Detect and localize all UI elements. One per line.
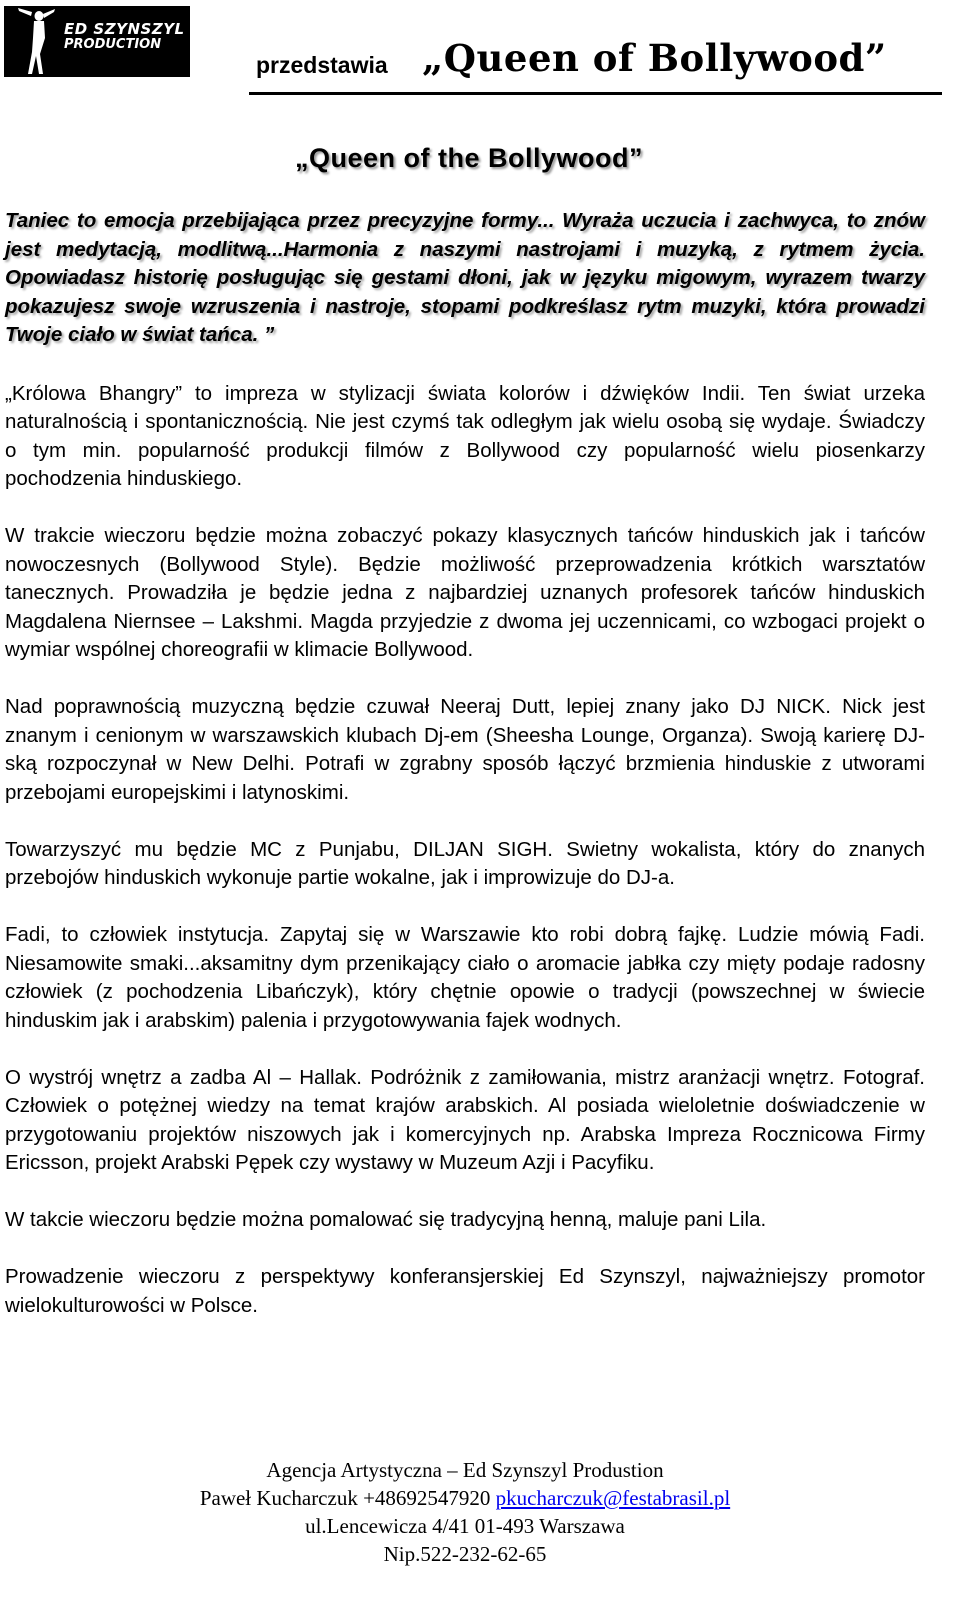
paragraph-dance-shows: W trakcie wieczoru będzie można zobaczyć pokazy klasycznych tańców hinduskich jak i tańców nowoczesnych (Bollywood Style). Będzie możliwość przeprowadzenia krótkich warsztatów tanecznych. Prowadziła je będzie jedna z najbardziej uznanych profesorek tańców hinduskich Magdalena Niernsee – Lakshmi. Magda przyjedzie z dwoma jej uczennicami, co wzbogaci projekt o wymiar wspólnej choreografii w klimacie Bollywood. — [5, 524, 925, 661]
paragraph-bhangra: „Królowa Bhangry” to impreza w stylizacji świata kolorów i dźwięków Indii. Ten świat urzeka naturalnością i spontanicznością. Nie jest czymś tak odległym jak wielu osobą się wydaje. Świadczy o tym min. popularność produkcji filmów z Bollywood czy popularność wielu piosenkarzy pochodzenia hinduskiego. — [5, 381, 925, 490]
logo-wordmark — [64, 22, 188, 52]
presents-label: przedstawia — [256, 52, 388, 78]
document-body — [5, 207, 925, 1349]
email-link[interactable]: pkucharczuk@festabrasil.pl — [495, 1486, 731, 1510]
address: ul.Lencewicza 4/41 01-493 Warszawa — [305, 1514, 625, 1538]
paragraph-fadi: Fadi, to człowiek instytucja. Zapytaj się w Warszawie kto robi dobrą fajkę. Ludzie mówią Fadi. Niesamowite smaki...aksamitny dym przenikający ciało o aromacie jabłka czy mięty podaje radosny człowiek (z pochodzenia Libańczyk), który chętnie opowie o tradycji (powszechnej w świecie hinduskim jak i arabskim) palenia i przygotowywania fajek wodnych. — [5, 923, 925, 1032]
header-divider — [249, 92, 942, 95]
contact-line — [0, 1484, 930, 1512]
agency-name: Agencja Artystyczna – Ed Szynszyl Produstion — [266, 1458, 664, 1482]
document-title: „Queen of the Bollywood” — [295, 143, 643, 173]
logo-line-1: ED SZYNSZYL — [64, 20, 185, 38]
paragraph-henna: W takcie wieczoru będzie można pomalować się tradycyjną henną, maluje pani Lila. — [5, 1208, 767, 1231]
contact-person-phone: Paweł Kucharczuk +48692547920 — [199, 1486, 496, 1510]
paragraph-host: Prowadzenie wieczoru z perspektywy konferansjerskiej Ed Szynszyl, najważniejszy promotor wielokulturowości w Polsce. — [5, 1265, 925, 1317]
dancer-figure-icon — [10, 8, 60, 76]
paragraph-decor: O wystrój wnętrz a zadba Al – Hallak. Podróżnik z zamiłowania, mistrz aranżacji wnętrz. Fotograf. Człowiek o potężnej wiedzy na temat krajów arabskich. Al posiada wieloletnie doświadczenie w przygotowaniu projektów niszowych jak i komercyjnych np. Arabska Impreza Rocznicowa Firmy Ericsson, projekt Arabski Pępek czy wystawy w Muzeum Azji i Pacyfiku. — [5, 1065, 925, 1174]
paragraph-mc: Towarzyszyć mu będzie MC z Punjabu, DILJAN SIGH. Swietny wokalista, który do znanych przebojów hinduskich wykonuje partie wokalne, jak i improwizuje do DJ-a. — [5, 837, 925, 889]
header-title: „Queen of Bollywood” — [422, 36, 887, 80]
page-header — [4, 6, 942, 98]
logo-line-2: PRODUCTION — [64, 37, 162, 52]
tax-number: Nip.522-232-62-65 — [383, 1542, 547, 1566]
ed-szynszyl-production-logo — [4, 6, 190, 77]
contact-footer — [0, 1456, 930, 1568]
intro-paragraph: Taniec to emocja przebijająca przez precyzyjne formy... Wyraża uczucia i zachwyca, to znów jest medytacją, modlitwą...Harmonia z naszymi nastrojami i muzyką, z rytmem życia. Opowiadasz historię posługując się gestami dłoni, jak w języku migowym, wyrazem twarzy pokazujesz swoje wzruszenia i nastroje, stopami podkreślasz rytm muzyki, która prowadzi Twoje ciało w świat tańca. ” — [5, 209, 925, 346]
paragraph-dj-nick: Nad poprawnością muzyczną będzie czuwał Neeraj Dutt, lepiej znany jako DJ NICK. Nick jest znanym i cenionym w warszawskich klubach Dj-em (Sheesha Lounge, Organza). Swoją karierę DJ-ską rozpoczynał w New Delhi. Potrafi w zgrabny sposób łączyć brzmienia hinduskie z utworami przebojami europejskimi i latynoskimi. — [5, 695, 925, 804]
